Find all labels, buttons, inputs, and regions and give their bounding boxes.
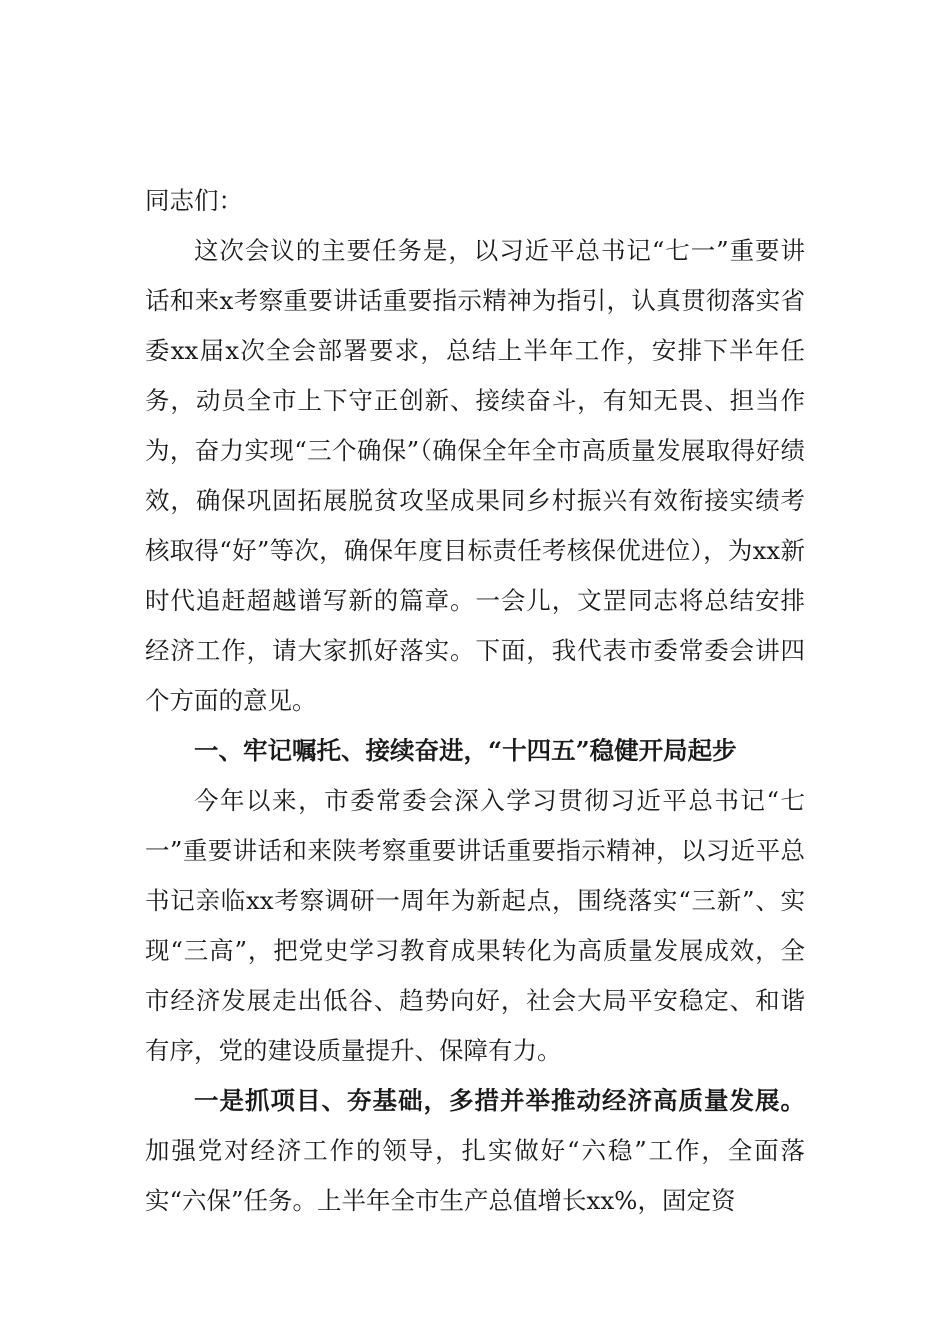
subsection-body: 加强党对经济工作的领导，扎实做好“六稳”工作，全面落实“六保”任务。上半年全市生产总值增长xx%，固定资 bbox=[145, 1136, 805, 1215]
subsection-paragraph bbox=[145, 1076, 805, 1226]
intro-paragraph: 这次会议的主要任务是，以习近平总书记“七一”重要讲话和来x考察重要讲话重要指示精神为指引，认真贯彻落实省委xx届x次全会部署要求，总结上半年工作，安排下半年任务，动员全市上下守正创新、接续奋斗，有知无畏、担当作为，奋力实现“三个确保”（确保全年全市高质量发展取得好绩效，确保巩固拓展脱贫攻坚成果同乡村振兴有效衔接实绩考核取得“好”等次，确保年度目标责任考核保优进位），为xx新时代追赶超越谱写新的篇章。一会儿，文罡同志将总结安排经济工作，请大家抓好落实。下面，我代表市委常委会讲四个方面的意见。 bbox=[145, 236, 805, 715]
section-paragraph: 今年以来，市委常委会深入学习贯彻习近平总书记“七一”重要讲话和来陕考察重要讲话重要指示精神，以习近平总书记亲临xx考察调研一周年为新起点，围绕落实“三新”、实现“三高”，把党史学习教育成果转化为高质量发展成效，全市经济发展走出低谷、趋势向好，社会大局平安稳定、和谐有序，党的建设质量提升、保障有力。 bbox=[145, 786, 805, 1065]
section-heading: 一、牢记嘱托、接续奋进，“十四五”稳健开局起步 bbox=[194, 736, 737, 765]
subsection-lead: 一是抓项目、夯基础，多措并举推动经济高质量发展。 bbox=[194, 1086, 805, 1115]
salutation: 同志们： bbox=[145, 186, 243, 215]
document-body bbox=[145, 176, 805, 1226]
